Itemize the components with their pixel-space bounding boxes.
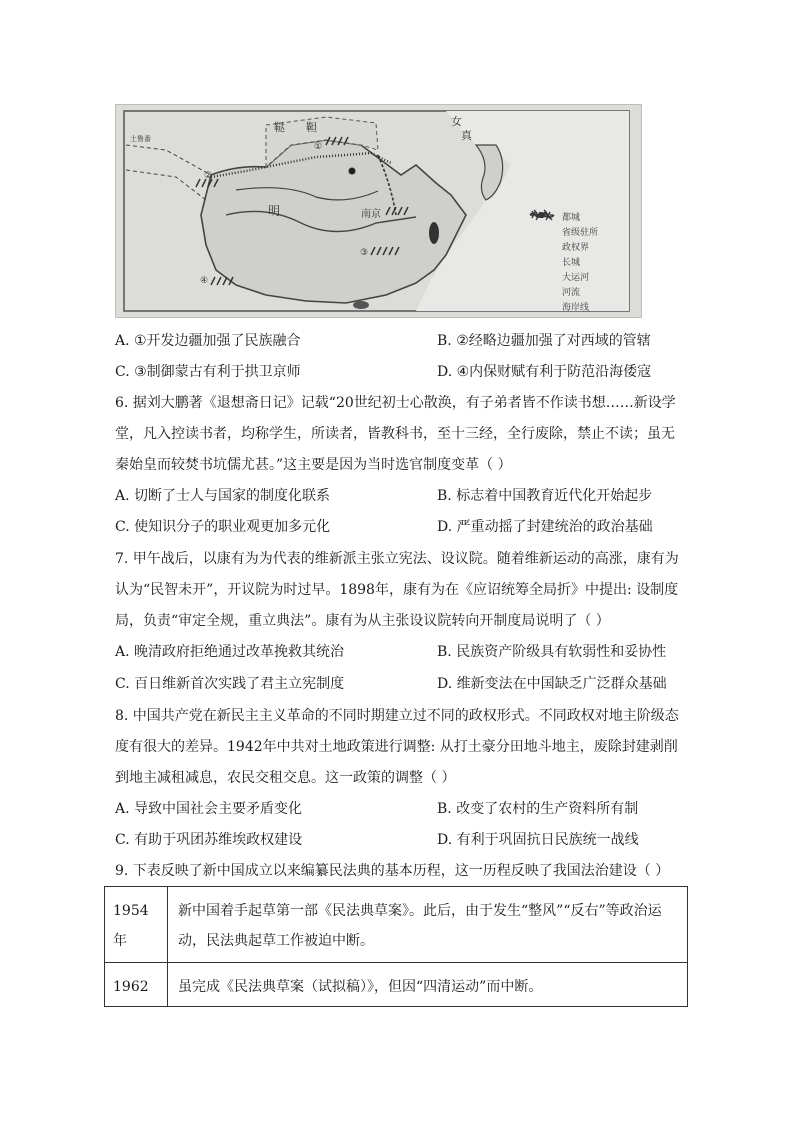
q7-stem-line-1: 7. 甲午战后，以康有为为代表的维新派主张立宪法、设议院。随着维新运动的高涨，康有为	[115, 551, 679, 567]
legend-label: 政权界	[562, 243, 590, 253]
legend-row-canal	[528, 269, 638, 284]
q6-stem-line-2: 堂，凡入控读书者，均称学生，所读者，皆教科书，至十三经，全行废除，禁止不读；虽无	[115, 426, 675, 442]
legend-label: 大运河	[562, 273, 590, 283]
map-label-nanjing: 南京	[361, 209, 381, 220]
table-desc-cell	[168, 963, 688, 1007]
hainan-island	[353, 301, 369, 309]
table-year: 1962	[113, 979, 149, 995]
table-desc-line: 虽完成《民法典草案（试拟稿）》，但因“四清运动”而中断。	[178, 979, 543, 995]
legend-row-admin	[528, 224, 638, 239]
q8-option-a[interactable]: A. 导致中国社会主要矛盾变化	[115, 801, 303, 817]
map-label-top1: 鞑	[274, 121, 285, 134]
map-label-west: 土鲁番	[130, 135, 151, 143]
q7-stem-line-2: 认为“民智未开”，开议院为时过早。1898年，康有为在《应诏统筹全局折》中提出: 设制度	[115, 582, 679, 598]
legend-label: 都城	[562, 213, 581, 223]
q9-table	[104, 886, 688, 1007]
q8-stem-line-1: 8. 中国共产党在新民主主义革命的不同时期建立过不同的政权形式。不同政权对地主阶级态	[115, 708, 679, 724]
table-row	[105, 963, 688, 1007]
map-label-n2: ②	[204, 171, 213, 181]
q8-stem-line-2: 度有很大的差异。1942年中共对土地政策进行调整: 从打土豪分田地斗地主，废除封建剥削	[115, 739, 678, 755]
table-desc-cell	[168, 887, 688, 963]
q8-option-d[interactable]: D. 有利于巩固抗日民族统一战线	[437, 832, 639, 848]
q7-option-d[interactable]: D. 维新变法在中国缺乏广泛群众基础	[437, 676, 667, 692]
table-year-cell	[105, 963, 168, 1007]
legend-label: 长城	[562, 258, 581, 268]
map-label-ming: 明	[268, 204, 281, 218]
legend-row-coast	[528, 299, 638, 314]
map-label-east1: 女	[451, 115, 462, 128]
q7-stem-line-3: 局，负责“审定全规，重立典法”。康有为从主张设议院转向开制度局说明了（ ）	[115, 613, 610, 629]
q7-option-b[interactable]: B. 民族资产阶级具有软弱性和妥协性	[437, 644, 667, 660]
q8-option-b[interactable]: B. 改变了农村的生产资料所有制	[437, 801, 639, 817]
map-label-top2: 靼	[306, 121, 317, 134]
q5-option-d[interactable]: D. ④内保财赋有利于防范沿海倭寇	[437, 364, 652, 380]
legend-label: 省级驻所	[562, 228, 599, 238]
table-year-suffix: 年	[113, 933, 127, 949]
map-label-east2: 真	[461, 129, 472, 142]
map-label-n3: ③	[360, 248, 369, 258]
legend-label: 海岸线	[562, 303, 590, 313]
q7-option-c[interactable]: C. 百日维新首次实践了君主立宪制度	[115, 676, 345, 692]
map-label-n4: ④	[200, 276, 209, 286]
table-desc-line: 动，民法典起草工作被迫中断。	[178, 933, 374, 949]
legend-row-border	[528, 239, 638, 254]
table-year-cell	[105, 887, 168, 963]
q5-option-c[interactable]: C. ③制御蒙古有利于拱卫京师	[115, 364, 301, 380]
table-row	[105, 887, 688, 963]
coastline-icon	[528, 209, 556, 221]
q6-option-d[interactable]: D. 严重动摇了封建统治的政治基础	[437, 519, 653, 535]
table-desc-line: 新中国着手起草第一部《民法典草案》。此后，由于发生“整风”“反右”等政治运	[178, 903, 662, 919]
q6-option-a[interactable]: A. 切断了士人与国家的制度化联系	[115, 488, 331, 504]
q8-stem-line-3: 到地主减租减息，农民交租交息。这一政策的调整（ ）	[115, 770, 456, 786]
table-year: 1954	[113, 903, 149, 919]
map-legend	[528, 209, 638, 314]
q5-option-b[interactable]: B. ②经略边疆加强了对西域的管辖	[437, 333, 651, 349]
capital-dot-marker	[349, 168, 356, 175]
q6-stem-line-1: 6. 据刘大鹏著《退想斋日记》记载“20世纪初士心散涣，有子弟者皆不作读书想……新设学	[115, 395, 676, 411]
q7-option-a[interactable]: A. 晚清政府拒绝通过改革挽救其统治	[115, 644, 345, 660]
q6-option-b[interactable]: B. 标志着中国教育近代化开始起步	[437, 488, 653, 504]
legend-row-wall	[528, 254, 638, 269]
map-label-n1: ①	[314, 142, 323, 152]
legend-label: 河流	[562, 288, 581, 298]
q9-stem: 9. 下表反映了新中国成立以来编纂民法典的基本历程，这一历程反映了我国法治建设（ ）	[115, 863, 670, 879]
q6-stem-line-3: 秦始皇而较焚书坑儒尤甚。”这主要是因为当时选官制度变革（ ）	[115, 457, 512, 473]
q8-option-c[interactable]: C. 有助于巩团苏维埃政权建设	[115, 832, 303, 848]
q6-option-c[interactable]: C. 使知识分子的职业观更加多元化	[115, 519, 331, 535]
taiwan-island	[429, 222, 439, 244]
historical-map	[115, 104, 642, 318]
legend-row-river	[528, 284, 638, 299]
q5-option-a[interactable]: A. ①开发边疆加强了民族融合	[115, 333, 301, 349]
